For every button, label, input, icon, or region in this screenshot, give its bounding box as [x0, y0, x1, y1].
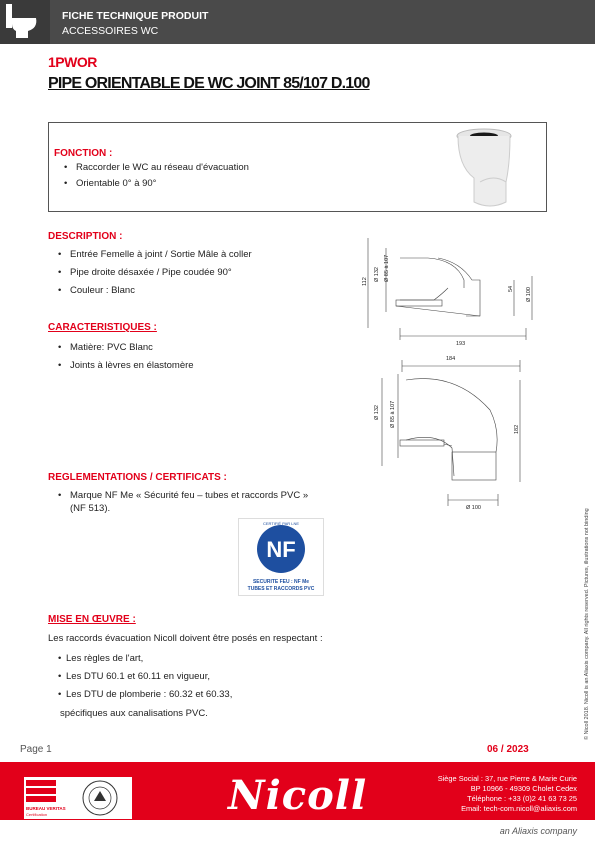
wc-toilet-icon — [0, 0, 50, 44]
svg-text:54: 54 — [508, 285, 514, 292]
reglementations-title: REGLEMENTATIONS / CERTIFICATS : — [48, 472, 227, 483]
description-item: • Entrée Femelle à joint / Sortie Mâle à coller — [58, 249, 252, 260]
svg-text:Ø 132: Ø 132 — [374, 267, 380, 282]
page-number: Page 1 — [20, 744, 52, 755]
technical-drawing-elbow — [356, 352, 546, 512]
mise-en-oeuvre-intro: Les raccords évacuation Nicoll doivent être posés en respectant : — [48, 633, 323, 644]
product-photo — [450, 126, 530, 210]
bureau-veritas-seal-icon — [83, 781, 117, 815]
fonction-item: • Raccorder le WC au réseau d'évacuation — [64, 162, 249, 173]
caracteristiques-item: • Matière: PVC Blanc — [58, 342, 153, 353]
nf-line2: TUBES ET RACCORDS PVC — [247, 586, 315, 592]
nf-line1: SECURITE FEU : NF Me — [252, 579, 310, 585]
nf-mark: NF — [266, 537, 296, 562]
address-line: BP 10966 - 49309 Cholet Cedex — [470, 784, 577, 793]
mise-en-oeuvre-outro: spécifiques aux canalisations PVC. — [60, 708, 208, 719]
nf-certification-logo — [238, 518, 324, 596]
caracteristiques-item: • Joints à lèvres en élastomère — [58, 360, 194, 371]
cert-sub: Certification — [26, 812, 48, 817]
mise-en-oeuvre-item: • Les DTU 60.1 et 60.11 en vigueur, — [58, 671, 210, 682]
document-date: 06 / 2023 — [487, 744, 529, 755]
description-item: • Couleur : Blanc — [58, 285, 135, 296]
description-title: DESCRIPTION : — [48, 231, 123, 242]
product-code: 1PWOR — [48, 54, 97, 70]
page-header — [0, 0, 595, 44]
description-item: • Pipe droite désaxée / Pipe coudée 90° — [58, 267, 232, 278]
mise-en-oeuvre-item: • Les DTU de plomberie : 60.32 et 60.33, — [58, 689, 233, 700]
address-line: Email: tech-com.nicoll@aliaxis.com — [461, 804, 577, 813]
svg-text:184: 184 — [446, 356, 456, 362]
reglementations-item-cont: (NF 513). — [70, 503, 111, 514]
svg-text:Ø 85 à 107: Ø 85 à 107 — [390, 400, 396, 428]
cert-name: BUREAU VERITAS — [26, 806, 66, 811]
svg-text:Ø 100: Ø 100 — [526, 287, 532, 302]
svg-text:Ø 85 à 107: Ø 85 à 107 — [384, 254, 390, 282]
iso-certification-icon — [26, 780, 66, 817]
copyright-note: © Nicoll 2018. Nicoll is an Aliaxis company. All rights reserved. Pictures, illustrations not binding — [584, 508, 590, 740]
nf-arc-text: CERTIFIÉ PAR LNE — [262, 521, 300, 526]
aliaxis-tagline: an Aliaxis company — [499, 826, 577, 836]
svg-text:182: 182 — [514, 424, 520, 434]
certification-logos — [24, 777, 132, 819]
address-line: Siège Social : 37, rue Pierre & Marie Curie — [437, 774, 577, 783]
address-line: Téléphone : +33 (0)2 41 63 73 25 — [467, 794, 577, 803]
caracteristiques-title: CARACTERISTIQUES : — [48, 322, 157, 333]
technical-drawing-straight — [356, 228, 546, 348]
mise-en-oeuvre-title: MISE EN ŒUVRE : — [48, 614, 136, 625]
svg-text:Ø 100: Ø 100 — [466, 505, 481, 511]
header-title: FICHE TECHNIQUE PRODUIT — [62, 10, 209, 22]
svg-text:193: 193 — [456, 341, 466, 347]
mise-en-oeuvre-item: • Les règles de l'art, — [58, 653, 144, 664]
product-title: PIPE ORIENTABLE DE WC JOINT 85/107 D.100 — [48, 75, 370, 92]
fonction-title: FONCTION : — [54, 148, 113, 159]
fonction-item: • Orientable 0° à 90° — [64, 178, 157, 189]
svg-text:Ø 132: Ø 132 — [374, 405, 380, 420]
reglementations-item: • Marque NF Me « Sécurité feu – tubes et raccords PVC » — [58, 490, 309, 501]
header-subtitle: ACCESSOIRES WC — [62, 25, 159, 37]
nicoll-brand-logo: Nicoll — [228, 772, 368, 819]
svg-text:112: 112 — [362, 277, 368, 286]
